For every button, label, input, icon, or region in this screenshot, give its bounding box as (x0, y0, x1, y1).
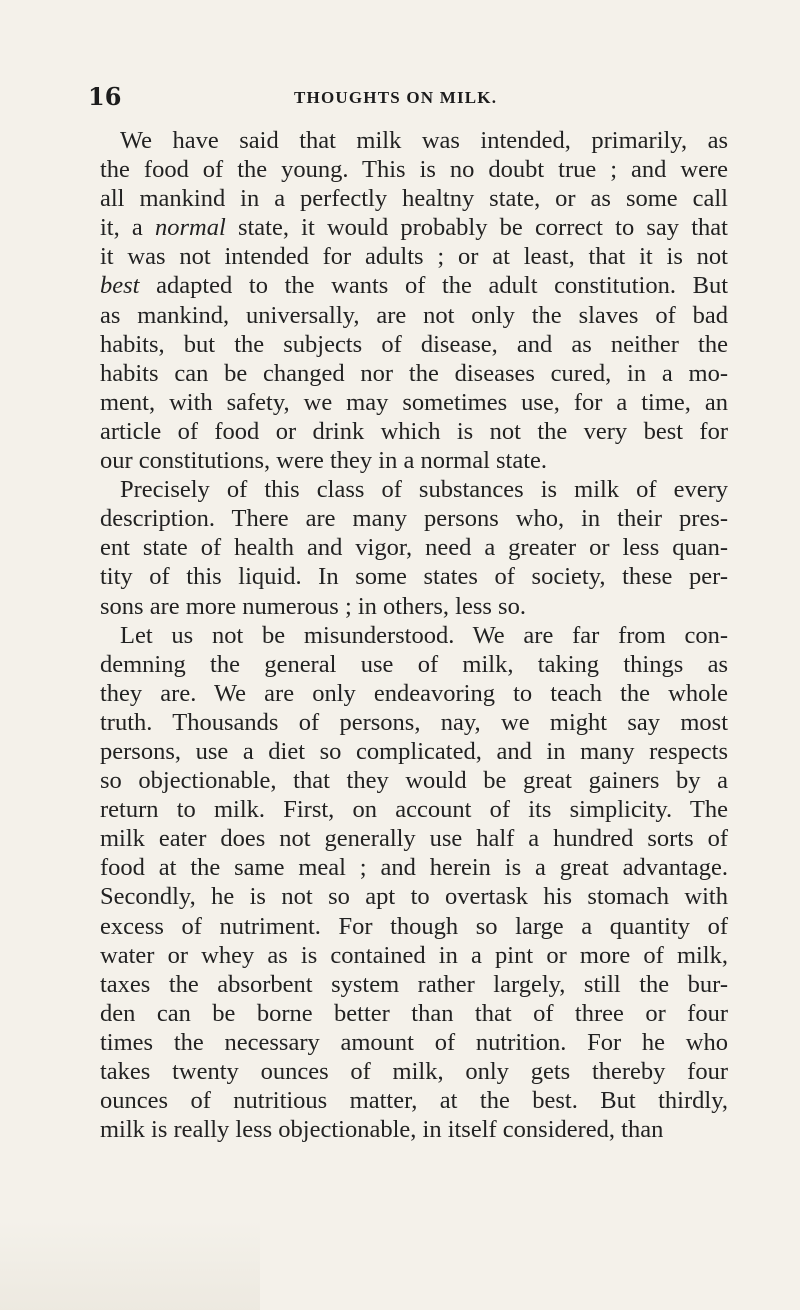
text-run: all mankind in a perfectly healtny state, or as some call (100, 185, 728, 213)
text-line (100, 446, 728, 475)
text-line (100, 504, 728, 533)
text-run: sons are more numerous ; in others, less so. (100, 592, 526, 620)
text-run: best (100, 272, 140, 300)
text-run: Secondly, he is not so apt to overtask his stomach with (100, 883, 728, 911)
text-run: milk is really less objectionable, in itself considered, than (100, 1116, 664, 1144)
text-run: taxes the absorbent system rather largely, still the bur- (100, 970, 728, 998)
page-number: 16 (88, 82, 122, 111)
text-run: food at the same meal ; and herein is a great advantage. (100, 854, 728, 882)
text-line (100, 1086, 728, 1115)
text-line (100, 184, 728, 213)
text-run: as mankind, universally, are not only the slaves of bad (100, 301, 728, 329)
page-header (88, 82, 728, 112)
text-line (100, 941, 728, 970)
text-run: the food of the young. This is no doubt true ; and were (100, 156, 728, 184)
text-line (100, 708, 728, 737)
text-run: ent state of health and vigor, need a greater or less quan- (100, 534, 728, 562)
text-run: normal (154, 214, 226, 242)
text-run: it was not intended for adults ; or at least, that it is not (100, 243, 728, 271)
text-line (100, 824, 728, 853)
text-line (100, 359, 728, 388)
text-line (100, 562, 728, 591)
text-run: it, a (100, 214, 155, 242)
page-shadow (0, 1220, 260, 1310)
text-line (100, 592, 728, 621)
text-line (100, 533, 728, 562)
paragraph (100, 475, 728, 620)
text-line (100, 213, 728, 242)
text-line (100, 271, 728, 300)
text-run: they are. We are only endeavoring to teach the whole (100, 679, 728, 707)
text-line (100, 970, 728, 999)
text-line (100, 882, 728, 911)
text-run: takes twenty ounces of milk, only gets thereby four (100, 1058, 728, 1085)
text-run: return to milk. First, on account of its simplicity. The (100, 796, 728, 824)
text-run: persons, use a diet so complicated, and in many respects (100, 737, 728, 765)
text-run: tity of this liquid. In some states of society, these per- (100, 563, 728, 591)
text-line (100, 475, 728, 504)
text-line (100, 853, 728, 882)
text-line (100, 999, 728, 1028)
text-line (100, 330, 728, 359)
text-run: adapted to the wants of the adult constitution. But (139, 272, 728, 300)
text-line (100, 795, 728, 824)
paragraph (100, 126, 728, 475)
text-run: milk eater does not generally use half a hundred sorts of (100, 825, 728, 853)
text-line (100, 650, 728, 679)
text-line (100, 417, 728, 446)
text-run: We have said that milk was intended, primarily, as (120, 127, 728, 154)
text-line (100, 737, 728, 766)
text-line (100, 388, 728, 417)
text-run: state, it would probably be correct to say that (225, 214, 728, 242)
paragraph (100, 621, 728, 1145)
text-line (100, 621, 728, 650)
text-line (100, 1057, 728, 1086)
text-run: our constitutions, were they in a normal state. (100, 447, 548, 475)
text-run: den can be borne better than that of three or four (100, 999, 728, 1027)
text-run: habits can be changed nor the diseases cured, in a mo- (100, 359, 728, 387)
text-line (100, 242, 728, 271)
text-run: ounces of nutritious matter, at the best. But thirdly, (100, 1087, 728, 1115)
text-line (100, 155, 728, 184)
running-head: THOUGHTS ON MILK. (294, 88, 498, 107)
text-run: ment, with safety, we may sometimes use, for a time, an (100, 388, 728, 416)
text-line (100, 679, 728, 708)
text-run: Let us not be misunderstood. We are far from con- (120, 621, 728, 649)
text-line (100, 126, 728, 155)
text-line (100, 301, 728, 330)
body-text (100, 126, 728, 1144)
text-run: Precisely of this class of substances is milk of every (120, 476, 728, 504)
text-run: truth. Thousands of persons, nay, we might say most (100, 708, 728, 736)
text-line (100, 1115, 728, 1144)
text-run: excess of nutriment. For though so large a quantity of (100, 912, 728, 940)
text-line (100, 1028, 728, 1057)
text-run: description. There are many persons who, in their pres- (100, 505, 728, 533)
text-run: habits, but the subjects of disease, and as neither the (100, 330, 728, 358)
text-run: times the necessary amount of nutrition. For he who (100, 1028, 728, 1056)
text-line (100, 912, 728, 941)
text-line (100, 766, 728, 795)
text-run: article of food or drink which is not the very best for (100, 417, 728, 445)
text-run: demning the general use of milk, taking things as (100, 650, 728, 678)
text-run: so objectionable, that they would be great gainers by a (100, 767, 728, 795)
text-run: water or whey as is contained in a pint or more of milk, (100, 941, 728, 969)
